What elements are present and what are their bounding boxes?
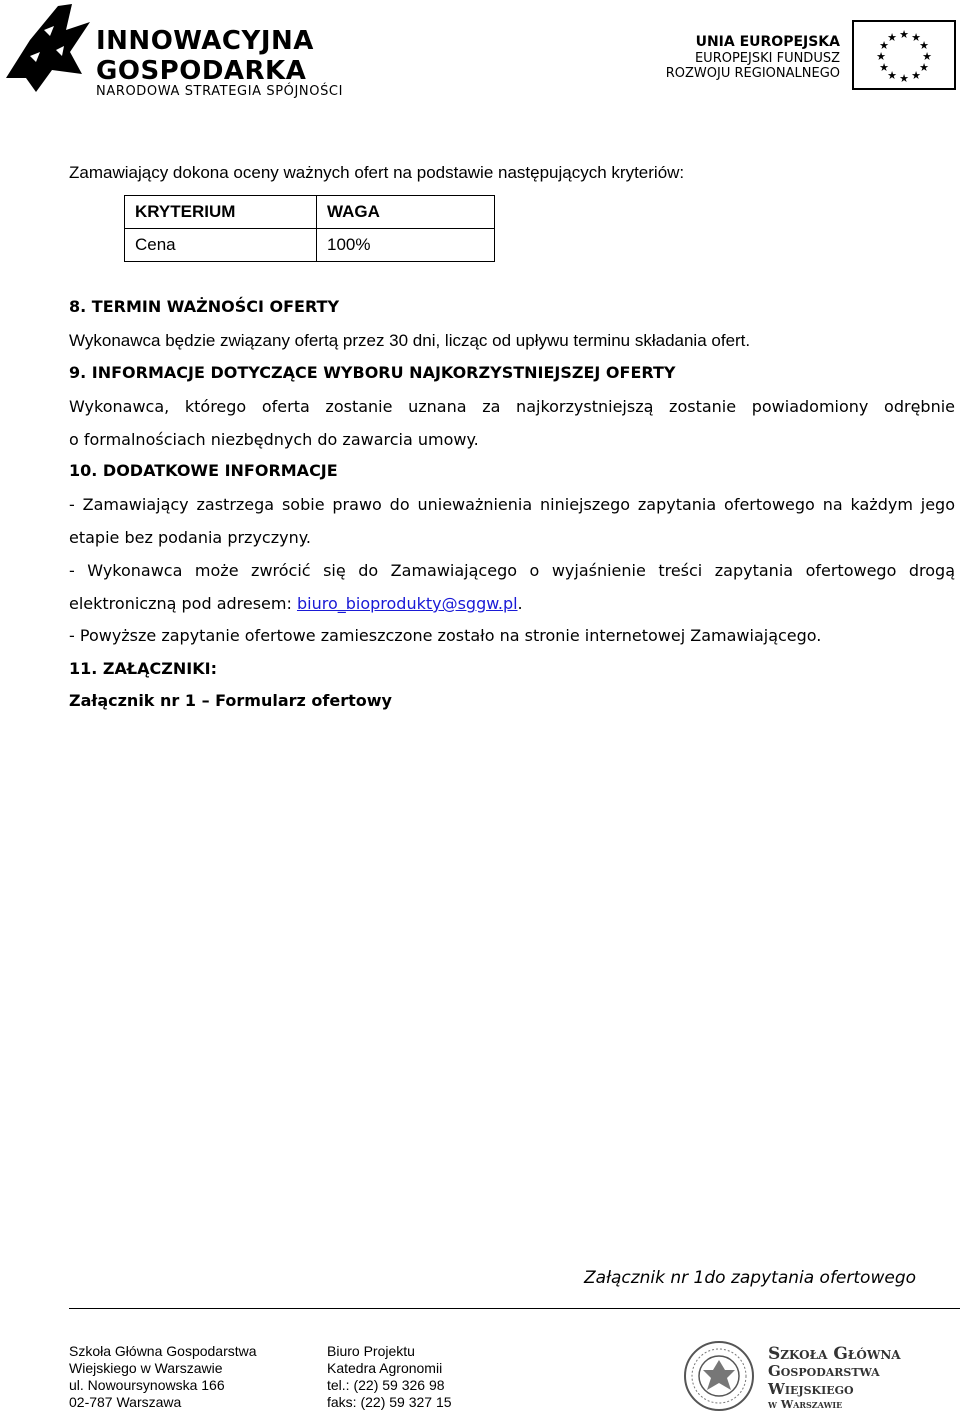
section-10-bullet-3: - Powyższe zapytanie ofertowe zamieszczone zostało na stronie internetowej Zamawiającego. — [69, 626, 822, 645]
section-10-heading: 10. DODATKOWE INFORMACJE — [69, 461, 338, 480]
sggw-seal-icon — [683, 1340, 755, 1412]
section-9-line-2: o formalnościach niezbędnych do zawarcia umowy. — [69, 430, 479, 449]
svg-text:★: ★ — [899, 72, 909, 85]
sggw-logo-line-3: Wiejskiego — [768, 1380, 854, 1398]
footer-line: 02-787 Warszawa — [69, 1394, 182, 1410]
table-cell: 100% — [317, 229, 495, 262]
footer-line: faks: (22) 59 327 15 — [327, 1394, 452, 1410]
svg-text:★: ★ — [876, 50, 886, 63]
email-link[interactable]: biuro_bioprodukty@sggw.pl — [296, 594, 518, 613]
footer-line: Biuro Projektu — [327, 1343, 415, 1359]
sggw-logo-line-4: w Warszawie — [768, 1398, 843, 1411]
svg-text:★: ★ — [879, 61, 889, 74]
ig-emblem-icon — [0, 0, 96, 100]
footer-caption: Załącznik nr 1do zapytania ofertowego — [584, 1268, 917, 1288]
table-header-cell: KRYTERIUM — [125, 196, 317, 229]
footer-line: ul. Nowoursynowska 166 — [69, 1377, 225, 1393]
table-header-cell: WAGA — [317, 196, 495, 229]
svg-text:★: ★ — [879, 39, 889, 52]
eu-logo-line-2: EUROPEJSKI FUNDUSZ — [694, 51, 840, 66]
svg-text:★: ★ — [887, 69, 897, 82]
email-prefix: elektroniczną pod adresem: — [69, 594, 297, 613]
innowacyjna-gospodarka-logo — [0, 0, 344, 105]
section-8-heading: 8. TERMIN WAŻNOŚCI OFERTY — [69, 297, 340, 316]
footer-address-middle — [327, 1343, 452, 1411]
section-10-bullet-1-line-1: - Zamawiający zastrzega sobie prawo do unieważnienia niniejszego zapytania ofertowego na każdym jego — [69, 495, 955, 514]
footer-line: Katedra Agronomii — [327, 1360, 443, 1376]
section-10-bullet-2-line-1: - Wykonawca może zwrócić się do Zamawiającego o wyjaśnienie treści zapytania ofertowego drogą — [69, 561, 955, 580]
ig-logo-line-1: INNOWACYJNA — [96, 26, 314, 56]
section-10-bullet-1-line-2: etapie bez podania przyczyny. — [69, 528, 311, 547]
svg-text:★: ★ — [887, 31, 897, 44]
ig-logo-line-2: GOSPODARKA — [96, 56, 307, 86]
footer-address-left — [69, 1343, 257, 1411]
svg-text:★: ★ — [899, 28, 909, 41]
criteria-intro: Zamawiający dokona oceny ważnych ofert na podstawie następujących kryteriów: — [69, 163, 685, 182]
sggw-logo-line-2: Gospodarstwa — [768, 1362, 880, 1380]
table-header-row — [125, 196, 495, 229]
eu-logo-line-3: ROZWOJU REGIONALNEGO — [665, 66, 840, 81]
table-row — [125, 229, 495, 262]
section-8-text: Wykonawca będzie związany ofertą przez 30 dni, licząc od upływu terminu składania ofert. — [69, 331, 751, 350]
eu-logo — [660, 0, 960, 105]
footer-line: tel.: (22) 59 326 98 — [327, 1377, 445, 1393]
criteria-table — [124, 195, 495, 262]
svg-text:★: ★ — [919, 61, 929, 74]
section-10-bullet-2-line-2 — [69, 588, 955, 620]
svg-text:★: ★ — [922, 50, 932, 63]
svg-text:★: ★ — [911, 69, 921, 82]
svg-text:★: ★ — [919, 39, 929, 52]
section-11-heading: 11. ZAŁĄCZNIKI: — [69, 659, 217, 678]
sggw-logo-line-1: Szkoła Główna — [768, 1344, 901, 1364]
table-cell: Cena — [125, 229, 317, 262]
section-9-line-1: Wykonawca, którego oferta zostanie uznana za najkorzystniejszą zostanie powiadomiony odrębnie — [69, 397, 955, 416]
email-suffix: . — [517, 594, 523, 613]
eu-flag-icon — [852, 20, 956, 90]
footer-line: Wiejskiego w Warszawie — [69, 1360, 223, 1376]
footer-divider — [69, 1308, 960, 1309]
eu-logo-line-1: UNIA EUROPEJSKA — [695, 34, 840, 50]
ig-logo-line-3: NARODOWA STRATEGIA SPÓJNOŚCI — [96, 84, 344, 99]
section-9-heading: 9. INFORMACJE DOTYCZĄCE WYBORU NAJKORZYSTNIEJSZEJ OFERTY — [69, 363, 676, 382]
attachment-title: Załącznik nr 1 – Formularz ofertowy — [69, 691, 392, 710]
footer-line: Szkoła Główna Gospodarstwa — [69, 1343, 257, 1359]
svg-text:★: ★ — [911, 31, 921, 44]
